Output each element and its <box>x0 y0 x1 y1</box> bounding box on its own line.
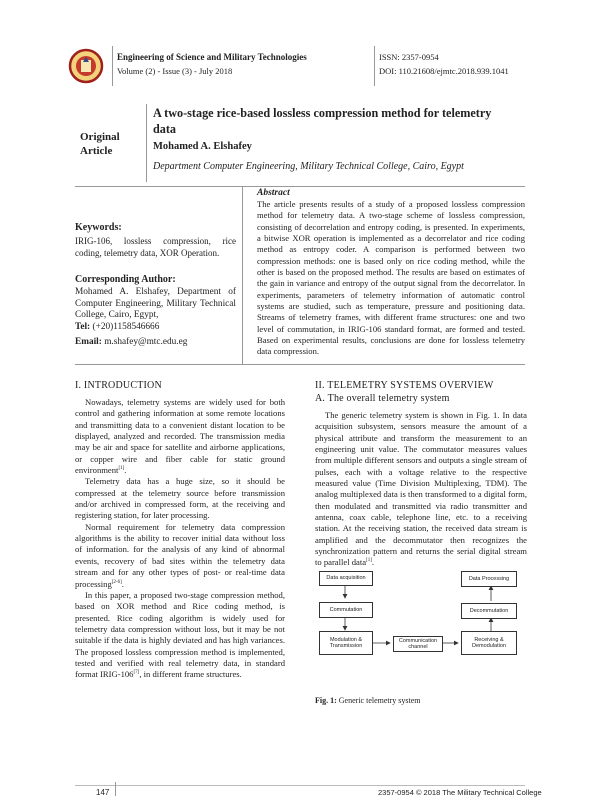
telephone: Tel: (+20)1158546666 <box>75 322 160 332</box>
corresponding-label: Corresponding Author: <box>75 274 176 285</box>
box-modulation: Modulation & Transmission <box>319 631 373 655</box>
section-telemetry-heading: II. TELEMETRY SYSTEMS OVERVIEW <box>315 380 494 391</box>
section2-body: The generic telemetry system is shown in Fig. 1. In data acquisition subsystem, sensors measure the amount of a physical attribute and transform the measurement to an engineering unit value. The commutator measures values from multiple different sensors and outputs a single stream of pulses, each with a voltage relative to the respective measured value (Time Division Multiplexing, TDM). The analog multiplexed data is then transformed to a digital form, then modulated and transmitted via radio transmitter and antenna, coax cable, telephone line, etc. to a receiving station. At the receiving station, the received data stream is amplified and the decommutator then recognizes the synchronization pattern and returns the serial digital stream to parallel data[1]. <box>315 410 527 568</box>
keywords-label: Keywords: <box>75 222 122 233</box>
journal-volume: Volume (2) - Issue (3) - July 2018 <box>117 66 233 76</box>
subsection-overall-heading: A. The overall telemetry system <box>315 393 450 404</box>
email: Email: m.shafey@mtc.edu.eg <box>75 337 188 347</box>
section-intro-heading: I. INTRODUCTION <box>75 380 162 391</box>
affiliation: Department Computer Engineering, Military Technical College, Cairo, Egypt <box>153 161 464 172</box>
journal-name: Engineering of Science and Military Technologies <box>117 52 307 62</box>
intro-body: Nowadays, telemetry systems are widely used for both control and gathering information at some remote locations and transmitting data to a convenient distant location to be displayed, analyzed and recorded. The transmission media may be air and space for satellite and airborne applications, or copper wire and fiber cable for static ground environment[1]. Telemetry data has a huge size, so it should be compressed at the telemetry source before transmission and/or archived in compressed form, at the receiving and registering station, for later processing. Normal requirement for telemetry data compression algorithms is the ability to recover initial data without loss of information. for the analysis of any kind of abnormal events, recovery of bad sites within the telemetry data stream and for any other types of post- or real-time data processing[2-6]. In this paper, a proposed two-stage compression method, based on XOR method and Rice coding method, is presented. Rice coding algorithm is widely used for telemetry data compression without loss, but it may be not suitable if the data is highly deviated and has high variances. The proposed lossless compression method is implemented, tested and verified with real telemetry data, in standard format IRIG-106[7], in different frame structures. <box>75 397 285 680</box>
box-decommutation: Decommutation <box>461 603 517 619</box>
figure-telemetry-system <box>315 565 527 685</box>
page-number: 147 <box>96 788 110 797</box>
keywords-text: IRIG-106, lossless compression, rice coding, telemetry data, XOR Operation. <box>75 236 236 258</box>
abstract-label: Abstract <box>257 188 290 198</box>
footer-copyright: 2357-0954 © 2018 The Military Technical College <box>378 788 542 797</box>
corresponding-text: Mohamed A. Elshafey, Department of Computer Engineering, Military Technical College, Cairo, Egypt, <box>75 287 236 321</box>
article-type: Original Article <box>80 131 120 157</box>
box-commutation: Commutation <box>319 602 373 618</box>
abstract-text: The article presents results of a study of a proposed lossless compression method for telemetry data. A two-stage scheme of lossless compression, consisting of decorrelation and entropy coding, is presented. In experiments, a bitwise XOR operation is implemented as a decorrelator and rice coding method as entropy coder. A comparison is performed between two compression methods: one is based only on rice coding method, while the other is based on the proposed method. The results are based on estimates of the gain in variance and entropy of the output signal from the decorrelator. In experiments, parameters of telemetry information of automatic control systems are studied, such as temperature, pressure and positioning data. Streams of telemetry frames, with different frame structures: one and two level of commutation, in IRIG-106 standard format, are formed and tested. Based on experimental results, conclusions are done for lossless telemetry data compression. <box>257 199 525 357</box>
issn: ISSN: 2357-0954 <box>379 52 439 62</box>
author-name: Mohamed A. Elshafey <box>153 141 252 152</box>
box-receiving: Receiving & Demodulation <box>461 631 517 655</box>
paper-title: A two-stage rice-based lossless compression method for telemetry data <box>153 106 492 136</box>
box-data-processing: Data Processing <box>461 571 517 587</box>
box-data-acquisition: Data acquisition <box>319 571 373 586</box>
figure-caption: Fig. 1: Generic telemetry system <box>315 696 421 705</box>
doi: DOI: 110.21608/ejmtc.2018.939.1041 <box>379 66 509 76</box>
box-channel: Communication channel <box>393 636 443 652</box>
journal-logo <box>68 48 104 84</box>
